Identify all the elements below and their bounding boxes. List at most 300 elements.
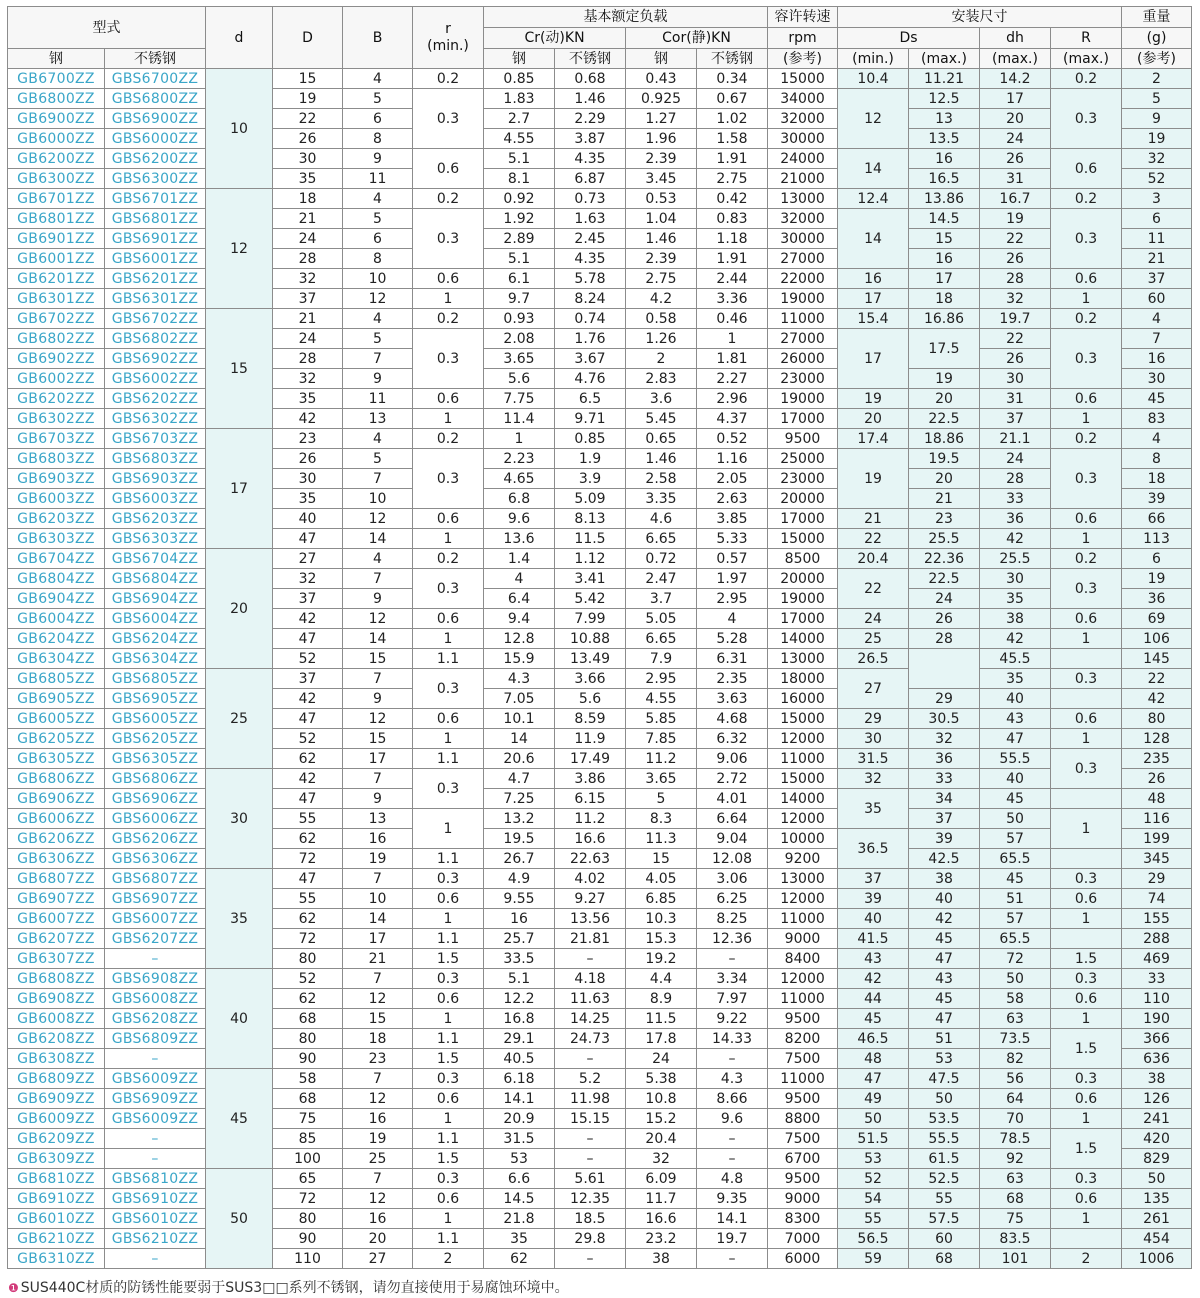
cor-steel-cell: 15.3 [626, 929, 697, 949]
cor-stainless-cell: 14.1 [697, 1209, 768, 1229]
R-max-cell [1051, 849, 1122, 869]
steel-model-cell[interactable]: GB6902ZZ [8, 349, 105, 369]
ds-min-cell: 48 [838, 1049, 909, 1069]
outer-D-cell: 47 [273, 869, 343, 889]
steel-model-cell[interactable]: GB6904ZZ [8, 589, 105, 609]
cor-steel-cell: 6.85 [626, 889, 697, 909]
steel-model-cell[interactable]: GB6310ZZ [8, 1249, 105, 1269]
bore-d-cell: 12 [206, 189, 273, 309]
steel-model-cell[interactable]: GB6208ZZ [8, 1029, 105, 1049]
width-B-cell: 27 [343, 1249, 413, 1269]
cr-stainless-cell: 0.73 [555, 189, 626, 209]
steel-model-cell[interactable]: GB6000ZZ [8, 129, 105, 149]
speed-cell: 6000 [768, 1249, 838, 1269]
steel-model-cell[interactable]: GB6204ZZ [8, 629, 105, 649]
stainless-model-cell[interactable]: GBS6010ZZ [105, 1209, 206, 1229]
chamfer-r-cell: 0.3 [413, 1069, 484, 1089]
table-row [8, 869, 1192, 889]
cor-steel-cell: 1.26 [626, 329, 697, 349]
table-row [8, 389, 1192, 409]
stainless-model-cell[interactable]: GBS6004ZZ [105, 609, 206, 629]
weight-cell: 45 [1122, 389, 1192, 409]
cr-stainless-cell: 3.66 [555, 669, 626, 689]
cr-steel-cell: 21.8 [484, 1209, 555, 1229]
steel-model-cell[interactable]: GB6309ZZ [8, 1149, 105, 1169]
ds-min-cell: 46.5 [838, 1029, 909, 1049]
dh-header: dh [980, 28, 1051, 49]
steel-model-cell[interactable]: GB6806ZZ [8, 769, 105, 789]
speed-cell: 13000 [768, 869, 838, 889]
weight-cell: 110 [1122, 989, 1192, 1009]
stainless-model-cell[interactable]: GBS6903ZZ [105, 469, 206, 489]
stainless-model-cell[interactable]: GBS6000ZZ [105, 129, 206, 149]
width-B-cell: 7 [343, 1069, 413, 1089]
steel-model-cell[interactable]: GB6801ZZ [8, 209, 105, 229]
table-row [8, 729, 1192, 749]
R-max-cell: 0.6 [1051, 709, 1122, 729]
steel-model-cell[interactable]: GB6302ZZ [8, 409, 105, 429]
steel-model-cell[interactable]: GB6001ZZ [8, 249, 105, 269]
table-row [8, 669, 1192, 689]
width-B-cell: 13 [343, 409, 413, 429]
steel-model-cell[interactable]: GB6805ZZ [8, 669, 105, 689]
ds-min-cell: 17 [838, 289, 909, 309]
cor-stainless-cell: 1.58 [697, 129, 768, 149]
dh-max-cell: 40 [980, 769, 1051, 789]
weight-cell: 19 [1122, 129, 1192, 149]
steel-model-cell[interactable]: GB6206ZZ [8, 829, 105, 849]
stainless-model-cell[interactable]: GBS6301ZZ [105, 289, 206, 309]
steel-model-cell[interactable]: GB6810ZZ [8, 1169, 105, 1189]
speed-cell: 27000 [768, 249, 838, 269]
cr-steel-cell: 15.9 [484, 649, 555, 669]
steel-model-cell[interactable]: GB6909ZZ [8, 1089, 105, 1109]
stainless-model-cell[interactable]: GBS6804ZZ [105, 569, 206, 589]
speed-cell: 17000 [768, 509, 838, 529]
stainless-model-cell[interactable]: GBS6207ZZ [105, 929, 206, 949]
stainless-model-cell[interactable]: GBS6902ZZ [105, 349, 206, 369]
weight-cell: 235 [1122, 749, 1192, 769]
chamfer-r-cell: 1 [413, 809, 484, 849]
outer-D-cell: 52 [273, 729, 343, 749]
dh-max-cell: 50 [980, 809, 1051, 829]
stainless-model-cell[interactable]: – [105, 1249, 206, 1269]
ds-max-cell: 53 [909, 1049, 980, 1069]
cor-stainless-cell: – [697, 1049, 768, 1069]
cor-stainless-cell: 4.3 [697, 1069, 768, 1089]
stainless-model-cell[interactable]: GBS6803ZZ [105, 449, 206, 469]
steel-model-cell[interactable]: GB6908ZZ [8, 989, 105, 1009]
steel-model-cell[interactable]: GB6308ZZ [8, 1049, 105, 1069]
width-B-cell: 12 [343, 1089, 413, 1109]
outer-D-cell: 21 [273, 309, 343, 329]
stainless-model-cell[interactable]: GBS6003ZZ [105, 489, 206, 509]
width-B-cell: 6 [343, 109, 413, 129]
cor-steel-cell: 3.65 [626, 769, 697, 789]
ds-max-cell: 16.5 [909, 169, 980, 189]
stainless-model-cell[interactable]: GBS6906ZZ [105, 789, 206, 809]
table-row [8, 189, 1192, 209]
cor-stainless-cell: 5.33 [697, 529, 768, 549]
stainless-model-cell[interactable]: – [105, 1149, 206, 1169]
speed-cell: 9000 [768, 929, 838, 949]
ds-min-cell: 26.5 [838, 649, 909, 669]
steel-model-cell[interactable]: GB6901ZZ [8, 229, 105, 249]
cr-steel-cell: 12.8 [484, 629, 555, 649]
table-row [8, 1189, 1192, 1209]
R-header: R [1051, 28, 1122, 49]
steel-model-cell[interactable]: GB6809ZZ [8, 1069, 105, 1089]
width-B-cell: 7 [343, 349, 413, 369]
dh-max-cell: 63 [980, 1009, 1051, 1029]
stainless-model-cell[interactable]: GBS6306ZZ [105, 849, 206, 869]
stainless-model-cell[interactable]: GBS6909ZZ [105, 1089, 206, 1109]
steel-model-cell[interactable]: GB6802ZZ [8, 329, 105, 349]
chamfer-r-cell: 1.1 [413, 1029, 484, 1049]
outer-D-cell: 80 [273, 949, 343, 969]
outer-D-cell: 24 [273, 229, 343, 249]
dh-max-cell: 65.5 [980, 929, 1051, 949]
steel-model-cell[interactable]: GB6704ZZ [8, 549, 105, 569]
cr-stainless-cell: 1.76 [555, 329, 626, 349]
cr-steel-cell: 9.55 [484, 889, 555, 909]
cor-stainless-cell: 9.22 [697, 1009, 768, 1029]
steel-model-cell[interactable]: GB6009ZZ [8, 1109, 105, 1129]
width-B-cell: 16 [343, 1209, 413, 1229]
steel-model-cell[interactable]: GB6906ZZ [8, 789, 105, 809]
cr-stainless-cell: 5.2 [555, 1069, 626, 1089]
stainless-model-cell[interactable]: GBS6208ZZ [105, 1009, 206, 1029]
ds-min-cell: 45 [838, 1009, 909, 1029]
width-B-cell: 7 [343, 669, 413, 689]
ds-min-cell: 22 [838, 529, 909, 549]
ds-max-cell: 13.5 [909, 129, 980, 149]
speed-cell: 14000 [768, 629, 838, 649]
cor-stainless-cell: 6.31 [697, 649, 768, 669]
R-max-cell: 1 [1051, 1009, 1122, 1029]
stainless-model-cell[interactable]: GBS6205ZZ [105, 729, 206, 749]
cor-stainless-cell: 4 [697, 609, 768, 629]
stainless-model-cell[interactable]: GBS6807ZZ [105, 869, 206, 889]
speed-cell: 15000 [768, 69, 838, 89]
stainless-model-cell[interactable]: GBS6701ZZ [105, 189, 206, 209]
dh-max-cell: 35 [980, 589, 1051, 609]
cr-stainless-cell: 0.74 [555, 309, 626, 329]
cr-steel-cell: 6.8 [484, 489, 555, 509]
cr-stainless-cell: 5.42 [555, 589, 626, 609]
cor-stainless-cell: – [697, 1129, 768, 1149]
cor-steel-cell: 3.6 [626, 389, 697, 409]
cor-stainless-cell: 12.36 [697, 929, 768, 949]
outer-D-cell: 100 [273, 1149, 343, 1169]
ds-min-cell: 52 [838, 1169, 909, 1189]
cor-stainless-cell: 0.83 [697, 209, 768, 229]
steel-model-cell[interactable]: GB6800ZZ [8, 89, 105, 109]
steel-model-cell[interactable]: GB6201ZZ [8, 269, 105, 289]
steel-model-cell[interactable]: GB6702ZZ [8, 309, 105, 329]
steel-model-cell[interactable]: GB6209ZZ [8, 1129, 105, 1149]
cor-steel-cell: 0.65 [626, 429, 697, 449]
chamfer-r-cell: 0.6 [413, 609, 484, 629]
stainless-model-cell[interactable]: GBS6304ZZ [105, 649, 206, 669]
stainless-model-cell[interactable]: GBS6007ZZ [105, 909, 206, 929]
cr-steel-cell: 3.65 [484, 349, 555, 369]
stainless-model-cell[interactable]: GBS6300ZZ [105, 169, 206, 189]
cr-steel-cell: 26.7 [484, 849, 555, 869]
stainless-model-cell[interactable]: GBS6901ZZ [105, 229, 206, 249]
dh-max-cell: 37 [980, 409, 1051, 429]
steel-model-cell[interactable]: GB6307ZZ [8, 949, 105, 969]
steel-model-cell[interactable]: GB6304ZZ [8, 649, 105, 669]
stainless-model-cell[interactable]: GBS6204ZZ [105, 629, 206, 649]
cr-stainless-cell: 1.63 [555, 209, 626, 229]
cr-steel-cell: 1.4 [484, 549, 555, 569]
stainless-model-cell[interactable]: GBS6302ZZ [105, 409, 206, 429]
cor-stainless-cell: 5.28 [697, 629, 768, 649]
stainless-model-cell[interactable]: GBS6305ZZ [105, 749, 206, 769]
outer-D-cell: 72 [273, 1189, 343, 1209]
outer-D-cell: 35 [273, 389, 343, 409]
stainless-model-cell[interactable]: GBS6802ZZ [105, 329, 206, 349]
stainless-model-cell[interactable]: GBS6009ZZ [105, 1069, 206, 1089]
stainless-model-cell[interactable]: GBS6303ZZ [105, 529, 206, 549]
steel-model-cell[interactable]: GB6007ZZ [8, 909, 105, 929]
table-header [8, 7, 1192, 69]
steel-model-cell[interactable]: GB6804ZZ [8, 569, 105, 589]
steel-model-cell[interactable]: GB6900ZZ [8, 109, 105, 129]
stainless-model-cell[interactable]: GBS6002ZZ [105, 369, 206, 389]
speed-cell: 20000 [768, 569, 838, 589]
stainless-model-cell[interactable]: GBS6005ZZ [105, 709, 206, 729]
ds-min-cell: 51.5 [838, 1129, 909, 1149]
stainless-model-cell[interactable]: GBS6202ZZ [105, 389, 206, 409]
cr-stainless-cell: 8.59 [555, 709, 626, 729]
cr-stainless-cell: 10.88 [555, 629, 626, 649]
weight-cell: 4 [1122, 429, 1192, 449]
weight-cell: 3 [1122, 189, 1192, 209]
stainless-model-cell[interactable]: GBS6905ZZ [105, 689, 206, 709]
steel-model-cell[interactable]: GB6300ZZ [8, 169, 105, 189]
dh-max-cell: 35 [980, 669, 1051, 689]
weight-cell: 16 [1122, 349, 1192, 369]
dh-max-cell: 92 [980, 1149, 1051, 1169]
width-B-cell: 4 [343, 309, 413, 329]
stainless-model-cell[interactable]: GBS6810ZZ [105, 1169, 206, 1189]
dh-max-cell: 55.5 [980, 749, 1051, 769]
speed-cell: 15000 [768, 709, 838, 729]
stainless-model-cell[interactable]: GBS6006ZZ [105, 809, 206, 829]
steel-model-cell[interactable]: GB6305ZZ [8, 749, 105, 769]
steel-model-cell[interactable]: GB6203ZZ [8, 509, 105, 529]
cor-steel-cell: 11.5 [626, 1009, 697, 1029]
steel-model-cell[interactable]: GB6803ZZ [8, 449, 105, 469]
dh-max-cell: 78.5 [980, 1129, 1051, 1149]
steel-model-cell[interactable]: GB6701ZZ [8, 189, 105, 209]
stainless-model-cell[interactable]: GBS6806ZZ [105, 769, 206, 789]
stainless-model-cell[interactable]: GBS6009ZZ [105, 1109, 206, 1129]
cr-stainless-cell: 4.35 [555, 249, 626, 269]
width-B-cell: 12 [343, 709, 413, 729]
steel-model-cell[interactable]: GB6306ZZ [8, 849, 105, 869]
steel-model-cell[interactable]: GB6004ZZ [8, 609, 105, 629]
weight-cell: 454 [1122, 1229, 1192, 1249]
width-B-cell: 7 [343, 869, 413, 889]
outer-D-cell: 62 [273, 829, 343, 849]
stainless-model-cell[interactable]: GBS6801ZZ [105, 209, 206, 229]
weight-cell: 50 [1122, 1169, 1192, 1189]
outer-D-cell: 22 [273, 109, 343, 129]
width-B-cell: 12 [343, 509, 413, 529]
stainless-model-cell[interactable]: – [105, 1049, 206, 1069]
cr-stainless-cell: – [555, 1249, 626, 1269]
outer-D-cell: 19 [273, 89, 343, 109]
dh-max-cell: 83.5 [980, 1229, 1051, 1249]
table-row [8, 889, 1192, 909]
chamfer-r-cell: 1.1 [413, 649, 484, 669]
ds-max-cell: 24 [909, 589, 980, 609]
steel-model-cell[interactable]: GB6703ZZ [8, 429, 105, 449]
cor-steel-cell: 4.05 [626, 869, 697, 889]
speed-cell: 20000 [768, 489, 838, 509]
dh-max-cell: 45.5 [980, 649, 1051, 669]
stainless-model-cell[interactable]: GBS6805ZZ [105, 669, 206, 689]
weight-ref-header: (参考) [1122, 49, 1192, 69]
stainless-model-cell[interactable]: GBS6800ZZ [105, 89, 206, 109]
stainless-model-cell[interactable]: – [105, 949, 206, 969]
cor-steel-cell: 6.65 [626, 629, 697, 649]
dh-max-cell: 32 [980, 289, 1051, 309]
cr-steel-cell: 7.75 [484, 389, 555, 409]
ds-max-cell: 47 [909, 1009, 980, 1029]
chamfer-r-cell: 1 [413, 909, 484, 929]
chamfer-r-cell: 0.6 [413, 1189, 484, 1209]
cor-steel-cell: 24 [626, 1049, 697, 1069]
stainless-model-cell[interactable]: – [105, 1129, 206, 1149]
steel-model-cell[interactable]: GB6808ZZ [8, 969, 105, 989]
cor-steel-cell: 32 [626, 1149, 697, 1169]
speed-cell: 9000 [768, 1189, 838, 1209]
cr-steel-cell: 6.4 [484, 589, 555, 609]
weight-cell: 1006 [1122, 1249, 1192, 1269]
cr-stainless-cell: 3.41 [555, 569, 626, 589]
cor-stainless-cell: 4.01 [697, 789, 768, 809]
cr-steel-cell: 11.4 [484, 409, 555, 429]
speed-cell: 11000 [768, 989, 838, 1009]
steel-model-cell[interactable]: GB6301ZZ [8, 289, 105, 309]
stainless-model-cell[interactable]: GBS6908ZZ [105, 969, 206, 989]
stainless-model-cell[interactable]: GBS6904ZZ [105, 589, 206, 609]
chamfer-r-cell: 0.2 [413, 189, 484, 209]
steel-model-cell[interactable]: GB6905ZZ [8, 689, 105, 709]
R-max-cell: 0.2 [1051, 189, 1122, 209]
stainless-model-cell[interactable]: GBS6900ZZ [105, 109, 206, 129]
stainless-model-cell[interactable]: GBS6809ZZ [105, 1029, 206, 1049]
speed-cell: 16000 [768, 689, 838, 709]
cr-steel-cell: 13.2 [484, 809, 555, 829]
stainless-model-cell[interactable]: GBS6001ZZ [105, 249, 206, 269]
steel-model-cell[interactable]: GB6205ZZ [8, 729, 105, 749]
steel-model-cell[interactable]: GB6207ZZ [8, 929, 105, 949]
speed-cell: 32000 [768, 209, 838, 229]
ds-min-cell: 36.5 [838, 829, 909, 869]
cr-stainless-cell: 6.15 [555, 789, 626, 809]
outer-D-cell: 32 [273, 369, 343, 389]
steel-model-cell[interactable]: GB6005ZZ [8, 709, 105, 729]
stainless-model-cell[interactable]: GBS6203ZZ [105, 509, 206, 529]
steel-model-cell[interactable]: GB6010ZZ [8, 1209, 105, 1229]
stainless-model-cell[interactable]: GBS6907ZZ [105, 889, 206, 909]
width-B-cell: 9 [343, 589, 413, 609]
cr-stainless-cell: 0.68 [555, 69, 626, 89]
cr-stainless-cell: 22.63 [555, 849, 626, 869]
R-max-cell: 0.2 [1051, 309, 1122, 329]
stainless-model-cell[interactable]: GBS6200ZZ [105, 149, 206, 169]
weight-cell: 4 [1122, 309, 1192, 329]
cor-steel-cell: 8.3 [626, 809, 697, 829]
stainless-model-cell[interactable]: GBS6704ZZ [105, 549, 206, 569]
ds-max-cell: 15 [909, 229, 980, 249]
width-B-cell: 12 [343, 609, 413, 629]
steel-model-cell[interactable]: GB6303ZZ [8, 529, 105, 549]
weight-cell: 345 [1122, 849, 1192, 869]
dh-max-cell: 14.2 [980, 69, 1051, 89]
outer-D-cell: 37 [273, 589, 343, 609]
steel-model-cell[interactable]: GB6903ZZ [8, 469, 105, 489]
R-max-header: (max.) [1051, 49, 1122, 69]
steel-model-cell[interactable]: GB6202ZZ [8, 389, 105, 409]
cr-steel-cell: 1.92 [484, 209, 555, 229]
steel-model-cell[interactable]: GB6700ZZ [8, 69, 105, 89]
table-row [8, 1009, 1192, 1029]
stainless-model-cell[interactable]: GBS6206ZZ [105, 829, 206, 849]
dh-max-cell: 20 [980, 109, 1051, 129]
ds-max-cell: 23 [909, 509, 980, 529]
speed-cell: 22000 [768, 269, 838, 289]
cor-steel-cell: 11.2 [626, 749, 697, 769]
stainless-model-cell[interactable]: GBS6201ZZ [105, 269, 206, 289]
steel-model-cell[interactable]: GB6807ZZ [8, 869, 105, 889]
steel-model-cell[interactable]: GB6008ZZ [8, 1009, 105, 1029]
outer-D-cell: 30 [273, 469, 343, 489]
stainless-model-cell[interactable]: GBS6008ZZ [105, 989, 206, 1009]
stainless-model-cell[interactable]: GBS6910ZZ [105, 1189, 206, 1209]
ds-max-cell: 14.5 [909, 209, 980, 229]
cor-steel-cell: 3.45 [626, 169, 697, 189]
stainless-model-cell[interactable]: GBS6210ZZ [105, 1229, 206, 1249]
steel-model-cell[interactable]: GB6907ZZ [8, 889, 105, 909]
stainless-model-cell[interactable]: GBS6702ZZ [105, 309, 206, 329]
speed-cell: 19000 [768, 289, 838, 309]
stainless-model-cell[interactable]: GBS6700ZZ [105, 69, 206, 89]
steel-model-cell[interactable]: GB6200ZZ [8, 149, 105, 169]
cor-header: Cor(静)KN [626, 28, 768, 49]
steel-model-cell[interactable]: GB6910ZZ [8, 1189, 105, 1209]
cr-stainless-cell: 5.78 [555, 269, 626, 289]
stainless-model-cell[interactable]: GBS6703ZZ [105, 429, 206, 449]
dh-max-cell: 45 [980, 869, 1051, 889]
weight-cell: 126 [1122, 1089, 1192, 1109]
steel-model-cell[interactable]: GB6006ZZ [8, 809, 105, 829]
ds-max-cell: 40 [909, 889, 980, 909]
steel-model-cell[interactable]: GB6002ZZ [8, 369, 105, 389]
steel-model-cell[interactable]: GB6210ZZ [8, 1229, 105, 1249]
weight-cell: 37 [1122, 269, 1192, 289]
steel-model-cell[interactable]: GB6003ZZ [8, 489, 105, 509]
cor-stainless-cell: – [697, 949, 768, 969]
cor-stainless-cell: 2.05 [697, 469, 768, 489]
cor-stainless-cell: 3.63 [697, 689, 768, 709]
chamfer-r-cell: 0.2 [413, 309, 484, 329]
